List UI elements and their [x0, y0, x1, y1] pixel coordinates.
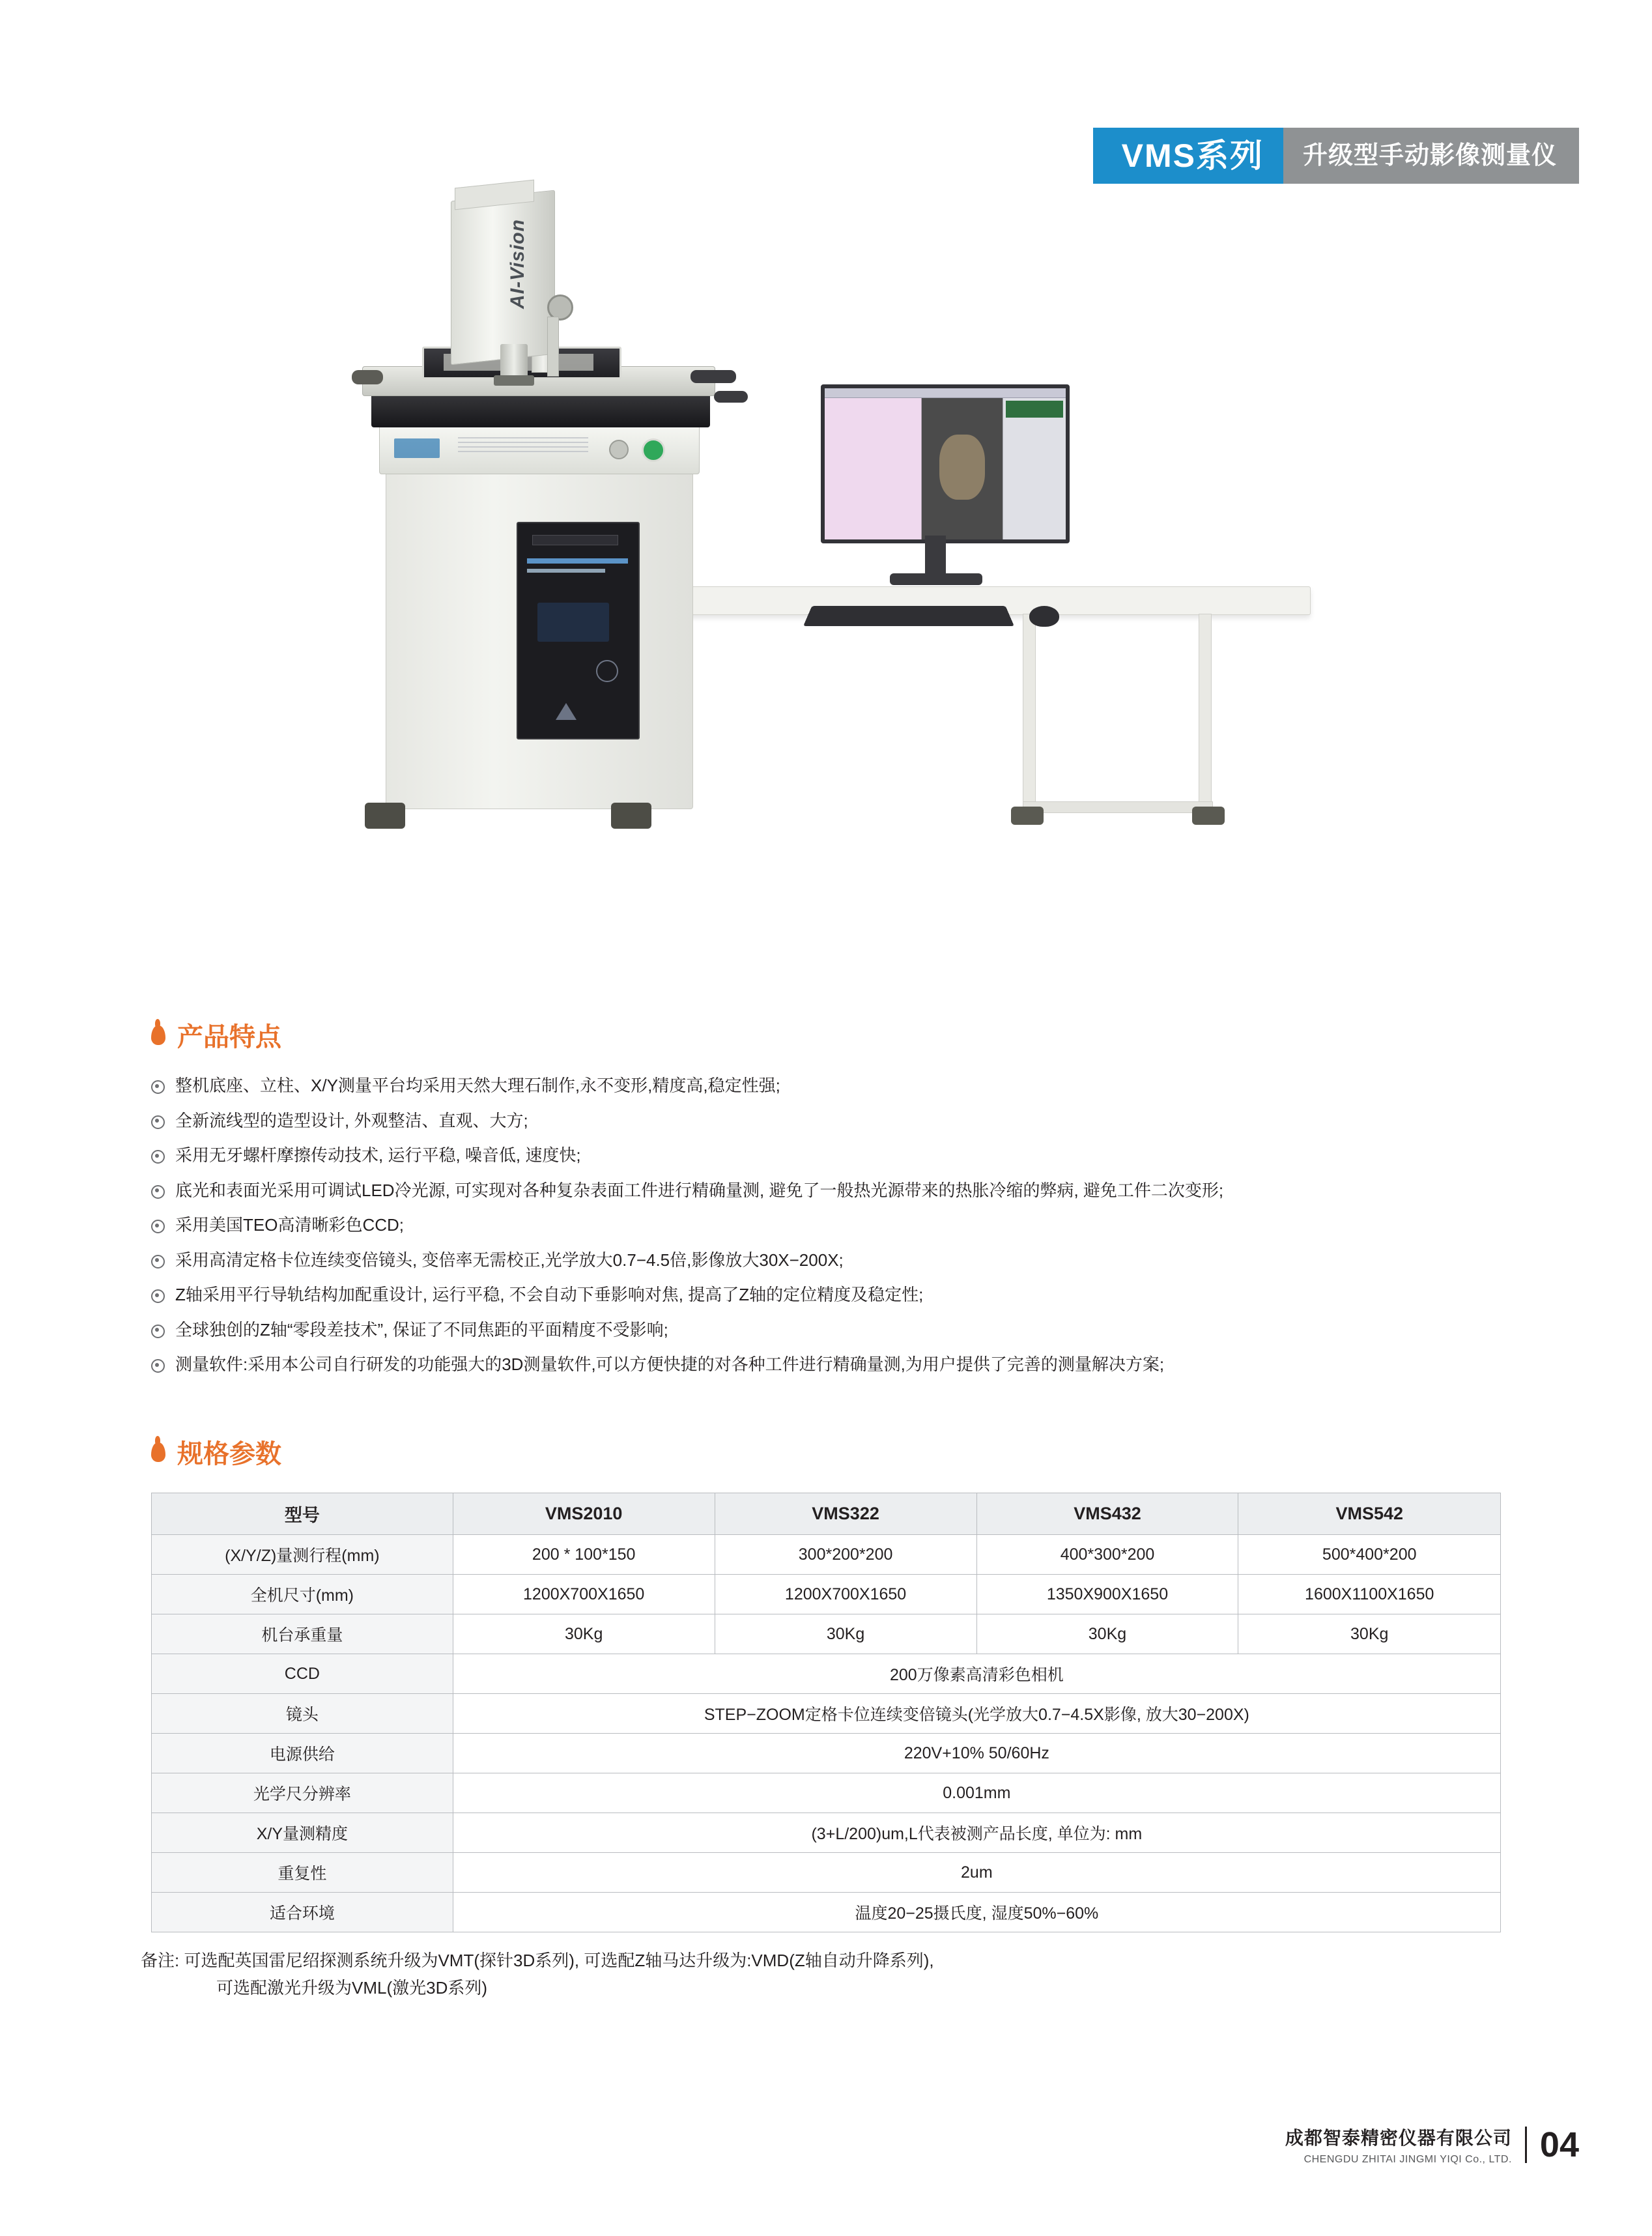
- table-cell: STEP−ZOOM定格卡位连续变倍镜头(光学放大0.7−4.5X影像, 放大30−200X): [453, 1694, 1500, 1734]
- table-row: [152, 1614, 1501, 1654]
- feature-text: 采用高清定格卡位连续变倍镜头, 变倍率无需校正,光学放大0.7−4.5倍,影像放大30X−200X;: [175, 1250, 844, 1270]
- flame-icon: [151, 1442, 165, 1462]
- specs-section: [0, 1433, 1652, 2001]
- table-cell: 30Kg: [976, 1614, 1238, 1654]
- bullet-icon: [151, 1255, 165, 1268]
- bullet-icon: [151, 1220, 165, 1233]
- bullet-icon: [151, 1359, 165, 1373]
- software-body: [825, 398, 1066, 539]
- series-badge: VMS系列: [1093, 128, 1283, 184]
- desk-pad-left: [1011, 807, 1044, 825]
- list-item: [151, 1352, 1652, 1378]
- desk-leg-left: [1023, 614, 1036, 810]
- list-item: [151, 1317, 1652, 1343]
- table-cell: 30Kg: [453, 1614, 715, 1654]
- monitor: [821, 384, 1070, 543]
- product-photo: [352, 195, 1303, 971]
- list-item: [151, 1282, 1652, 1308]
- desk-leg-right: [1199, 614, 1212, 810]
- table-cell-label: 重复性: [152, 1853, 453, 1893]
- table-header-cell: VMS322: [715, 1493, 976, 1535]
- table-row: [152, 1773, 1501, 1813]
- table-cell: 30Kg: [1238, 1614, 1501, 1654]
- table-cell: 1350X900X1650: [976, 1575, 1238, 1614]
- table-header-cell: VMS432: [976, 1493, 1238, 1535]
- desk-pad-right: [1192, 807, 1225, 825]
- table-row: [152, 1813, 1501, 1853]
- footer-company: [1285, 2124, 1512, 2166]
- feature-text: 测量软件:采用本公司自行研发的功能强大的3D测量软件,可以方便快捷的对各种工件进行精确量测,为用户提供了完善的测量解决方案;: [175, 1354, 1165, 1375]
- list-item: [151, 1178, 1652, 1204]
- monitor-stand-neck: [925, 536, 946, 576]
- table-cell-label: 全机尺寸(mm): [152, 1575, 453, 1614]
- table-cell: 1600X1100X1650: [1238, 1575, 1501, 1614]
- table-cell-label: 光学尺分辨率: [152, 1773, 453, 1813]
- specs-note-line-1: 备注: 可选配英国雷尼绍探测系统升级为VMT(探针3D系列), 可选配Z轴马达升级为:VMD(Z轴自动升降系列),: [141, 1951, 934, 1970]
- table-cell: 1200X700X1650: [453, 1575, 715, 1614]
- bullet-icon: [151, 1325, 165, 1338]
- pc-power-button: [596, 660, 618, 682]
- stage-handwheel-right-lower: [714, 391, 748, 403]
- pc-front-stripe-secondary: [527, 569, 605, 573]
- pc-front-badge: [537, 603, 609, 642]
- bullet-icon: [151, 1289, 165, 1303]
- feature-text: 全新流线型的造型设计, 外观整洁、直观、大方;: [175, 1110, 528, 1130]
- list-item: [151, 1108, 1652, 1134]
- feature-text: 采用美国TEO高清晰彩色CCD;: [175, 1215, 405, 1235]
- table-cell: 400*300*200: [976, 1535, 1238, 1575]
- pc-optical-drive: [532, 535, 618, 545]
- table-row: [152, 1734, 1501, 1773]
- table-row: [152, 1654, 1501, 1694]
- ring-light: [494, 375, 534, 386]
- cabinet-pc-bay: [517, 522, 640, 739]
- feature-text: 全球独创的Z轴“零段差技术”, 保证了不同焦距的平面精度不受影响;: [175, 1319, 668, 1340]
- features-list: [151, 1073, 1652, 1378]
- feature-text: 底光和表面光采用可调试LED冷光源, 可实现对各种复杂表面工件进行精确量测, 避免了一般热光源带来的热胀冷缩的弊病, 避免工件二次变形;: [175, 1180, 1224, 1200]
- table-header-cell: VMS542: [1238, 1493, 1501, 1535]
- desk-foot-bar: [1023, 801, 1213, 813]
- bullet-icon: [151, 1080, 165, 1094]
- specs-heading-label: 规格参数: [177, 1440, 281, 1469]
- table-cell-label: 适合环境: [152, 1893, 453, 1932]
- bullet-icon: [151, 1185, 165, 1199]
- table-cell: (3+L/200)um,L代表被测产品长度, 单位为: mm: [453, 1813, 1500, 1853]
- machine-control-panel: [379, 425, 700, 474]
- table-row: [152, 1694, 1501, 1734]
- pc-front-stripe: [527, 558, 628, 564]
- table-cell: 1200X700X1650: [715, 1575, 976, 1614]
- header-subtitle: 升级型手动影像测量仪: [1283, 128, 1579, 184]
- table-cell: 2um: [453, 1853, 1500, 1893]
- workpiece-image: [939, 435, 984, 500]
- table-row: [152, 1535, 1501, 1575]
- feature-text: Z轴采用平行导轨结构加配重设计, 运行平稳, 不会自动下垂影响对焦, 提高了Z轴的定位精度及稳定性;: [175, 1285, 924, 1305]
- table-cell-label: 机台承重量: [152, 1614, 453, 1654]
- software-right-panel: [1003, 398, 1066, 539]
- page-number: 04: [1539, 2125, 1579, 2164]
- cabinet-foot-left: [365, 803, 405, 829]
- optical-head: [451, 190, 555, 366]
- z-axis-arm: [547, 317, 559, 377]
- stage-handwheel-left: [352, 370, 383, 384]
- header-banner: [1093, 128, 1579, 184]
- panel-power-indicator-icon: [642, 438, 665, 462]
- panel-text-strip: [458, 437, 588, 455]
- software-right-readout: [1006, 401, 1063, 418]
- table-row: [152, 1893, 1501, 1932]
- panel-brand-logo-icon: [394, 438, 440, 458]
- table-cell: 温度20−25摄氏度, 湿度50%−60%: [453, 1893, 1500, 1932]
- table-cell-label: X/Y量测精度: [152, 1813, 453, 1853]
- monitor-screen: [825, 388, 1066, 539]
- cabinet-foot-right: [611, 803, 651, 829]
- machine-cabinet: [386, 469, 693, 809]
- footer-company-en: CHENGDU ZHITAI JINGMI YIQI Co., LTD.: [1303, 2154, 1512, 2165]
- table-cell: 220V+10% 50/60Hz: [453, 1734, 1500, 1773]
- table-header-row: [152, 1493, 1501, 1535]
- bullet-icon: [151, 1115, 165, 1129]
- monitor-stand-base: [890, 573, 982, 585]
- table-cell: 200 * 100*150: [453, 1535, 715, 1575]
- panel-knob-icon: [609, 440, 629, 459]
- table-header-cell: VMS2010: [453, 1493, 715, 1535]
- table-cell-label: 电源供给: [152, 1734, 453, 1773]
- table-cell: 30Kg: [715, 1614, 976, 1654]
- list-item: [151, 1143, 1652, 1169]
- specs-note-line-2: 可选配激光升级为VML(激光3D系列): [216, 1978, 488, 1998]
- table-header-cell: 型号: [152, 1493, 453, 1535]
- table-row: [152, 1853, 1501, 1893]
- feature-text: 采用无牙螺杆摩擦传动技术, 运行平稳, 噪音低, 速度快;: [175, 1145, 581, 1166]
- feature-text: 整机底座、立柱、X/Y测量平台均采用天然大理石制作,永不变形,精度高,稳定性强;: [175, 1076, 780, 1095]
- stage-handwheel-right: [691, 370, 736, 383]
- table-cell-label: 镜头: [152, 1694, 453, 1734]
- pc-brand-icon: [556, 703, 577, 720]
- features-section: [0, 1016, 1652, 1387]
- specs-heading: [151, 1433, 1652, 1470]
- table-cell: 0.001mm: [453, 1773, 1500, 1813]
- list-item: [151, 1073, 1652, 1099]
- spec-table: [151, 1493, 1501, 1932]
- bullet-icon: [151, 1150, 165, 1164]
- features-heading-label: 产品特点: [177, 1023, 281, 1052]
- head-brand-label: AI-Vision: [506, 219, 528, 309]
- list-item: [151, 1248, 1652, 1274]
- footer-company-cn: 成都智泰精密仪器有限公司: [1285, 2128, 1512, 2148]
- software-toolbar: [825, 388, 1066, 398]
- features-heading: [151, 1016, 1652, 1054]
- table-cell: 200万像素高清彩色相机: [453, 1654, 1500, 1694]
- flame-icon: [151, 1025, 165, 1045]
- table-row: [152, 1575, 1501, 1614]
- table-cell-label: (X/Y/Z)量测行程(mm): [152, 1535, 453, 1575]
- software-camera-view: [922, 398, 1003, 539]
- list-item: [151, 1212, 1652, 1239]
- table-cell: 500*400*200: [1238, 1535, 1501, 1575]
- table-cell: 300*200*200: [715, 1535, 976, 1575]
- mouse: [1029, 606, 1059, 627]
- specs-note: [141, 1947, 1652, 2001]
- software-left-panel: [825, 398, 922, 539]
- footer: [1285, 2124, 1579, 2166]
- footer-divider: [1525, 2127, 1527, 2163]
- keyboard: [803, 606, 1014, 626]
- table-cell-label: CCD: [152, 1654, 453, 1694]
